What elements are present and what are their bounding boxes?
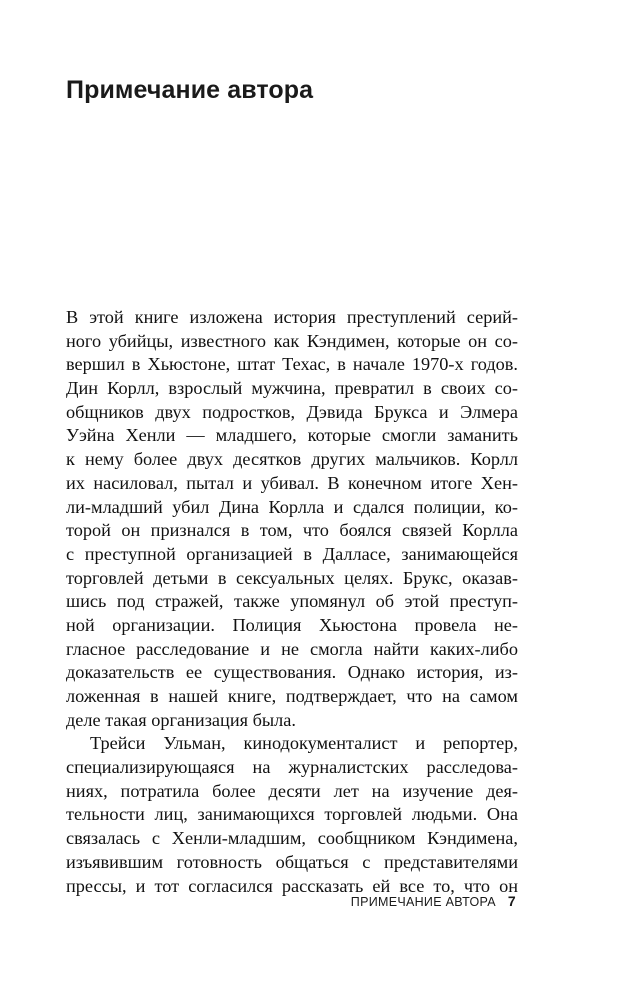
text-line: специализирующаяся на журналистских расследова-	[66, 757, 518, 778]
text-line: связалась с Хенли-младшим, сообщником Кэндимена,	[66, 828, 518, 849]
text-line: торой он признался в том, что боялся связей Корлла	[66, 520, 518, 541]
text-line: ной организации. Полиция Хьюстона провела не-	[66, 614, 518, 635]
text-line: доказательств ее существования. Однако история, из-	[66, 662, 518, 683]
running-head: ПРИМЕЧАНИЕ АВТОРА	[350, 895, 496, 909]
text-line: изъявившим готовность общаться с представителями	[66, 851, 518, 872]
text-line: тельности лиц, занимающихся торговлей людьми. Она	[66, 804, 518, 825]
text-line: вершил в Хьюстоне, штат Техас, в начале 1970-х годов.	[66, 354, 518, 375]
text-line: В этой книге изложена история преступлений серий-	[66, 307, 518, 327]
text-line: Дин Корлл, взрослый мужчина, превратил в своих со-	[66, 378, 518, 399]
paragraph	[66, 306, 518, 732]
text-line: ного убийцы, известного как Кэндимен, которые он со-	[66, 330, 518, 351]
text-line: торговлей детьми в сексуальных целях. Брукс, оказав-	[66, 567, 518, 588]
text-line: с преступной организацией в Далласе, занимающейся	[66, 543, 518, 564]
page-footer	[351, 893, 516, 909]
text-line: Трейси Ульман, кинодокументалист и репортер,	[90, 733, 518, 754]
paragraph	[66, 732, 518, 898]
text-line: общников двух подростков, Дэвида Брукса и Элмера	[66, 401, 518, 422]
body-text	[66, 306, 518, 898]
text-line: ли-младший убил Дина Корлла и сдался полиции, ко-	[66, 496, 518, 517]
text-line: деле такая организация была.	[66, 709, 296, 730]
text-line: шись под стражей, также упомянул об этой преступ-	[66, 591, 518, 612]
text-line: ложенная в нашей книге, подтверждает, что на самом	[66, 686, 518, 706]
chapter-heading: Примечание автора	[66, 76, 314, 104]
text-line: гласное расследование и не смогла найти каких-либо	[66, 638, 518, 659]
text-line: к нему более двух десятков других мальчиков. Корлл	[66, 449, 518, 470]
text-line: Уэйна Хенли — младшего, которые смогли заманить	[66, 425, 518, 446]
text-line: ниях, потратила более десяти лет на изучение дея-	[66, 780, 518, 801]
text-line: прессы, и тот согласился рассказать ей все то, что он	[66, 875, 518, 896]
page-number: 7	[507, 893, 516, 909]
text-line: их насиловал, пытал и убивал. В конечном итоге Хен-	[66, 472, 518, 493]
